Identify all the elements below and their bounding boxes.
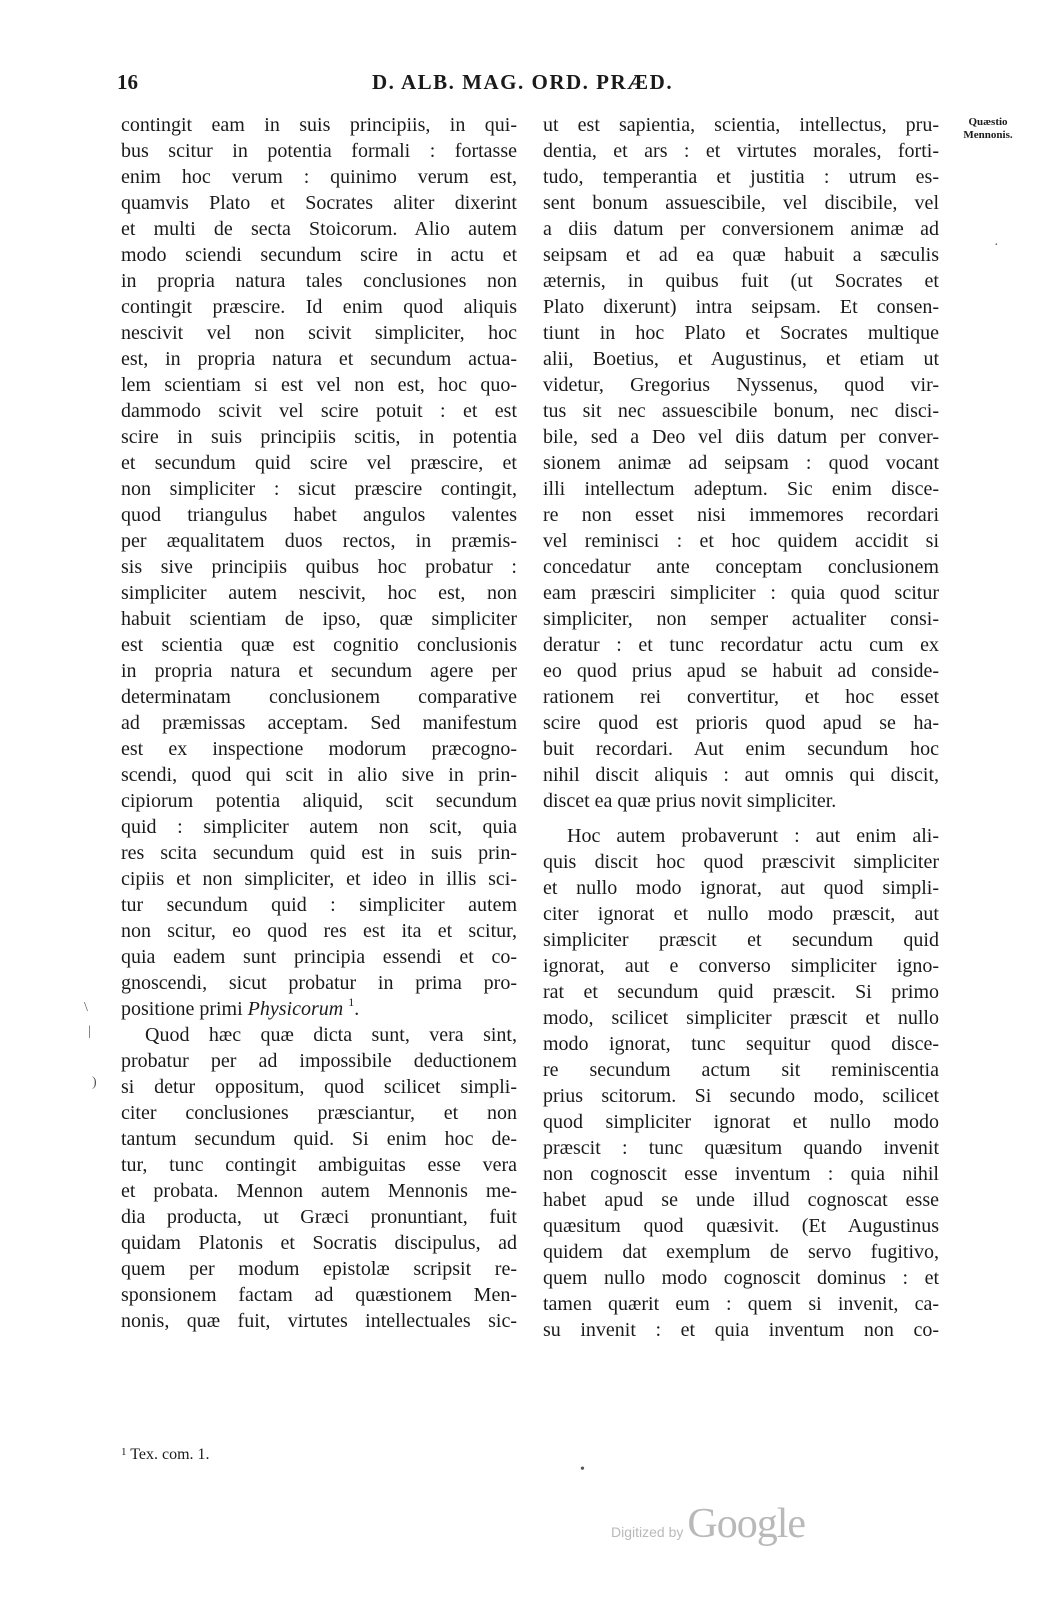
- text-line: gnoscendi, sicut probatur in prima pro-: [121, 972, 517, 994]
- text-line: cipiorum potentia aliquid, scit secundum: [121, 790, 517, 812]
- text-line: quidam Platonis et Socratis discipulus, ad: [121, 1232, 517, 1254]
- text-line: tur, tunc contingit ambiguitas esse vera: [121, 1154, 517, 1176]
- text-line: citer ignorat et nullo modo præscit, aut: [543, 903, 939, 925]
- text-line: scendi, quod qui scit in alio sive in prin-: [121, 764, 517, 786]
- right-column: [543, 112, 939, 1343]
- paragraph: [121, 112, 517, 996]
- text-line: quidem dat exemplum de servo fugitivo,: [543, 1241, 939, 1263]
- paragraph: [543, 823, 939, 1343]
- text-line: est scientia quæ est cognitio conclusionis: [121, 634, 517, 656]
- text-line: buit recordari. Aut enim secundum hoc: [543, 738, 939, 760]
- text-line: ad præmissas acceptam. Sed manifestum: [121, 712, 517, 734]
- margin-note-line: Mennonis.: [963, 129, 1013, 141]
- page-number: 16: [117, 70, 138, 94]
- text-line: contingit eam in suis principiis, in qui-: [121, 114, 517, 136]
- text-line: res scita secundum quid est in suis prin-: [121, 842, 517, 864]
- text-line: tus sit nec assuescibile bonum, nec disci-: [543, 400, 939, 422]
- work-title: Physicorum: [247, 998, 344, 1020]
- text-line: seipsam et ad ea quæ habuit a sæculis: [543, 244, 939, 266]
- text-line: et probata. Mennon autem Mennonis me-: [121, 1180, 517, 1202]
- text-line: scire quod est prioris quod apud se ha-: [543, 712, 939, 734]
- text-line: simpliciter præscit et secundum quid: [543, 929, 939, 951]
- text-line: Hoc autem probaverunt : aut enim ali-: [567, 825, 939, 847]
- text-line: quid : simpliciter autem non scit, quia: [121, 816, 517, 838]
- text-line: dentia, et ars : et virtutes morales, forti-: [543, 140, 939, 162]
- text-line: nescivit vel non scivit simpliciter, hoc: [121, 322, 517, 344]
- text-line: vel reminisci : et hoc quidem accidit si: [543, 530, 939, 552]
- text-line: simpliciter autem nescivit, hoc est, non: [121, 582, 517, 604]
- text-line: sent bonum assuescibile, vel discibile, vel: [543, 192, 939, 214]
- margin-speck: |: [88, 1024, 91, 1039]
- text-line: modo, scilicet simpliciter præscit et nullo: [543, 1007, 939, 1029]
- text-line: Plato dixerunt) intra seipsam. Et consen-: [543, 296, 939, 318]
- watermark-prefix: Digitized by: [611, 1524, 684, 1540]
- text-line: ignorat, aut e converso simpliciter igno-: [543, 955, 939, 977]
- text-line: tamen quærit eum : quem si invenit, ca-: [543, 1293, 939, 1315]
- text-line: est, in propria natura et secundum actua-: [121, 348, 517, 370]
- margin-speck: ·: [994, 238, 999, 253]
- margin-speck: •: [580, 1462, 585, 1477]
- text-line: discet ea quæ prius novit simpliciter.: [543, 790, 837, 812]
- text-line: re secundum actum sit reminiscentia: [543, 1059, 939, 1081]
- text-line: determinatam conclusionem comparative: [121, 686, 517, 708]
- text-line: contingit præscire. Id enim quod aliquis: [121, 296, 517, 318]
- text-line: quem per modum epistolæ scripsit re-: [121, 1258, 517, 1280]
- text-line: et secundum quid scire vel præscire, et: [121, 452, 517, 474]
- text-line: sionem animæ ad seipsam : quod vocant: [543, 452, 939, 474]
- text-line: lem scientiam si est vel non est, hoc quo-: [121, 374, 517, 396]
- text-line: sis sive principiis quibus hoc probatur :: [121, 556, 517, 578]
- text-line: in propria natura tales conclusiones non: [121, 270, 517, 292]
- text-line: deratur : et tunc recordatur actu cum ex: [543, 634, 939, 656]
- text-line: per æqualitatem duos rectos, in præmis-: [121, 530, 517, 552]
- text-line: probatur per ad impossibile deductionem: [121, 1050, 517, 1072]
- text-line: dia producta, ut Græci pronuntiant, fuit: [121, 1206, 517, 1228]
- text-line: eam præsciri simpliciter : quia quod scitur: [543, 582, 939, 604]
- text-line: a diis datum per conversionem animæ ad: [543, 218, 939, 240]
- text-line: cipiis et non simpliciter, et ideo in illis sci-: [121, 868, 517, 890]
- margin-speck: \: [84, 1000, 88, 1015]
- footnote-text: Tex. com. 1.: [130, 1446, 210, 1463]
- text-line: bile, sed a Deo vel diis datum per conver-: [543, 426, 939, 448]
- text-line: su invenit : et quia inventum non co-: [543, 1319, 939, 1341]
- text-line: simpliciter, non semper actualiter consi-: [543, 608, 939, 630]
- text-line: quod simpliciter ignorat et nullo modo: [543, 1111, 939, 1133]
- text-line: illi intellectum adeptum. Sic enim disce-: [543, 478, 939, 500]
- text-line: tantum secundum quid. Si enim hoc de-: [121, 1128, 517, 1150]
- text-line: modo sciendi secundum scire in actu et: [121, 244, 517, 266]
- text-line: Quod hæc quæ dicta sunt, vera sint,: [145, 1024, 517, 1046]
- footnote-ref: 1: [348, 995, 355, 1009]
- running-head: D. ALB. MAG. ORD. PRÆD.: [372, 70, 674, 94]
- text-line: quod triangulus habet angulos valentes: [121, 504, 517, 526]
- text-line: in propria natura et secundum agere per: [121, 660, 517, 682]
- text-line: re non esset nisi immemores recordari: [543, 504, 939, 526]
- text-line: tudo, temperantia et justitia : utrum es-: [543, 166, 939, 188]
- text-line: nihil discit aliquis : aut omnis qui discit,: [543, 764, 939, 786]
- text-line: non cognoscit esse inventum : quia nihil: [543, 1163, 939, 1185]
- paragraph: [543, 112, 939, 814]
- text-line: habuit scientiam de ipso, quæ simpliciter: [121, 608, 517, 630]
- google-logo: Google: [687, 1501, 806, 1547]
- text-line: quem nullo modo cognoscit dominus : et: [543, 1267, 939, 1289]
- text-line: non scitur, eo quod res est ita et scitur,: [121, 920, 517, 942]
- text-line: dammodo scivit vel scire potuit : et est: [121, 400, 517, 422]
- text-line: ut est sapientia, scientia, intellectus, pru-: [543, 114, 939, 136]
- text-line: modo ignorat, tunc sequitur quod disce-: [543, 1033, 939, 1055]
- text-line: positione primi Physicorum $^1$.: [121, 995, 360, 1020]
- text-line: concedatur ante conceptam conclusionem: [543, 556, 939, 578]
- text-line: habet apud se unde illud cognoscat esse: [543, 1189, 939, 1211]
- footnote: [121, 1446, 210, 1464]
- text-line: quamvis Plato et Socrates aliter dixerint: [121, 192, 517, 214]
- text-line: bus scitur in potentia formali : fortasse: [121, 140, 517, 162]
- margin-note: [957, 116, 1019, 142]
- text-line: eo quod prius apud se habuit ad conside-: [543, 660, 939, 682]
- digitized-watermark: [611, 1500, 805, 1548]
- text-line: rationem rei convertitur, et hoc esset: [543, 686, 939, 708]
- text-line: prius scitorum. Si secundo modo, scilicet: [543, 1085, 939, 1107]
- footnote-mark: 1: [121, 1446, 127, 1458]
- text-line: enim hoc verum : quinimo verum est,: [121, 166, 517, 188]
- text-line: nonis, quæ fuit, virtutes intellectuales sic-: [121, 1310, 517, 1332]
- text-line: quis discit hoc quod præscivit simpliciter: [543, 851, 939, 873]
- left-column: [121, 112, 517, 1334]
- text-line: æternis, in quibus fuit (ut Socrates et: [543, 270, 939, 292]
- margin-speck: ): [92, 1075, 97, 1090]
- text-line: et nullo modo ignorat, aut quod simpli-: [543, 877, 939, 899]
- text-line: et multi de secta Stoicorum. Alio autem: [121, 218, 517, 240]
- text-line: quia eadem sunt principia essendi et co-: [121, 946, 517, 968]
- text-line: sponsionem factam ad quæstionem Men-: [121, 1284, 517, 1306]
- text-line: quæsitum quod quæsivit. (Et Augustinus: [543, 1215, 939, 1237]
- text-line: citer conclusiones præsciantur, et non: [121, 1102, 517, 1124]
- text-line: rat et secundum quid præscit. Si primo: [543, 981, 939, 1003]
- text-line: alii, Boetius, et Augustinus, et etiam ut: [543, 348, 939, 370]
- text-line: scire in suis principiis scitis, in potentia: [121, 426, 517, 448]
- text-line: si detur oppositum, quod scilicet simpli-: [121, 1076, 517, 1098]
- text-line: non simpliciter : sicut præscire contingit,: [121, 478, 517, 500]
- text-line: videtur, Gregorius Nyssenus, quod vir-: [543, 374, 939, 396]
- text-line: est ex inspectione modorum præcogno-: [121, 738, 517, 760]
- text-line: præscit : tunc quæsitum quando invenit: [543, 1137, 939, 1159]
- text-line: tiunt in hoc Plato et Socrates multique: [543, 322, 939, 344]
- margin-note-line: Quæstio: [968, 116, 1008, 128]
- text-line: tur secundum quid : simpliciter autem: [121, 894, 517, 916]
- paragraph: [121, 1022, 517, 1334]
